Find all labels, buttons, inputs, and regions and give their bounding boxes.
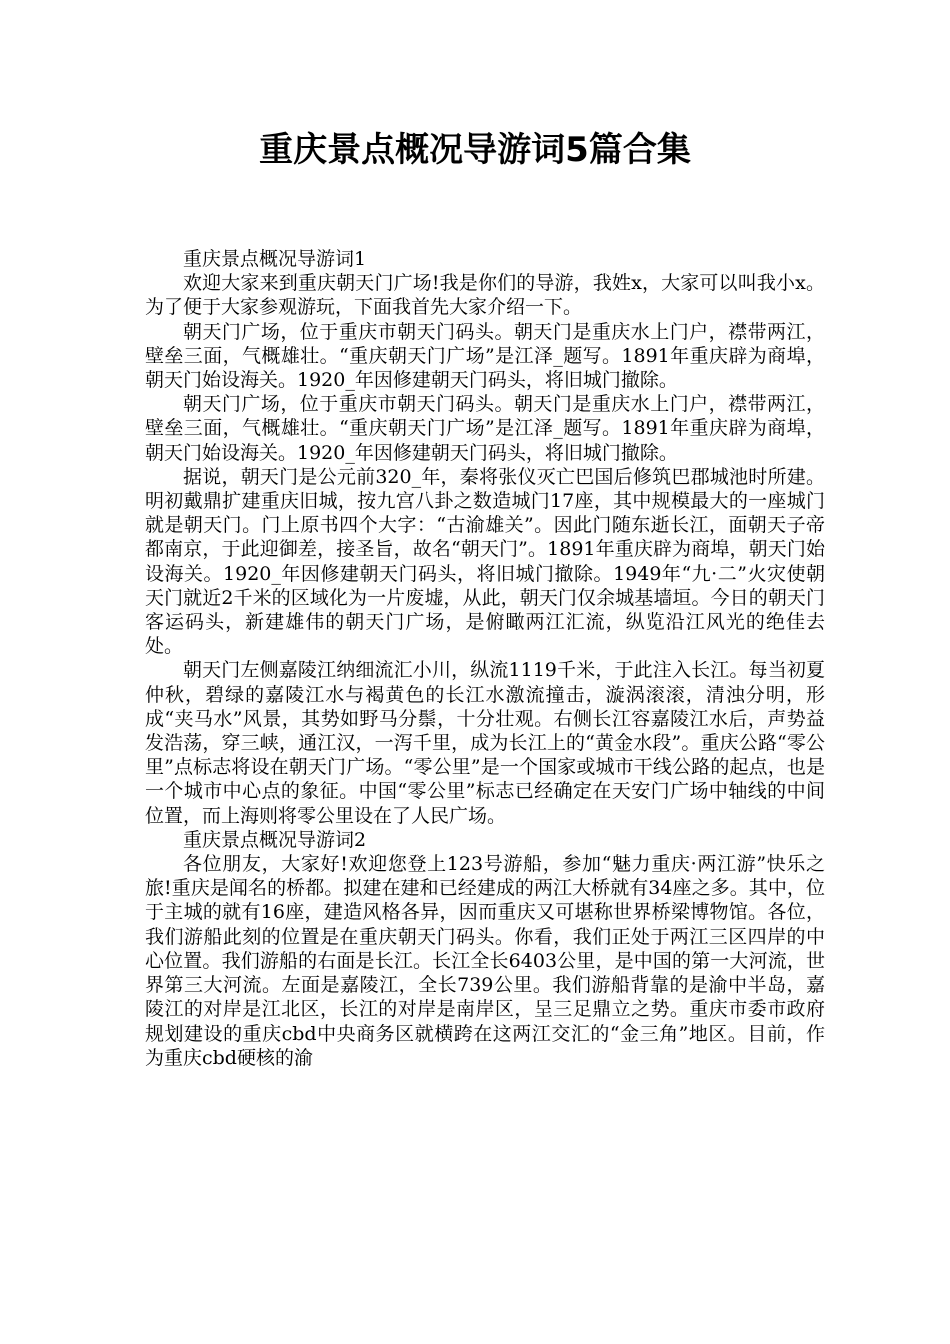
paragraph: 朝天门左侧嘉陵江纳细流汇小川，纵流1119千米，于此注入长江。每当初夏仲秋，碧绿的嘉陵江水与褐黄色的长江水激流撞击，漩涡滚滚，清浊分明，形成“夹马水”风景，其势如野马分鬃，十分壮观。右侧长江容嘉陵江水后，声势益发浩荡，穿三峡，通江汉，一泻千里，成为长江上的“黄金水段”。重庆公路“零公里”点标志将设在朝天门广场。“零公里”是一个国家或城市干线公路的起点，也是一个城市中心点的象征。中国“零公里”标志已经确定在天安门广场中轴线的中间位置，而上海则将零公里设在了人民广场。 xyxy=(145,659,825,827)
section-heading-1: 重庆景点概况导游词1 xyxy=(183,248,367,270)
paragraph: 朝天门广场，位于重庆市朝天门码头。朝天门是重庆水上门户，襟带两江，壁垒三面，气概雄壮。“重庆朝天门广场”是江泽_题写。1891年重庆辟为商埠，朝天门始设海关。1920_年因修建朝天门码头，将旧城门撤除。 xyxy=(145,320,825,392)
paragraph: 欢迎大家来到重庆朝天门广场!我是你们的导游，我姓x，大家可以叫我小x。为了便于大家参观游玩，下面我首先大家介绍一下。 xyxy=(145,272,825,319)
document-title: 重庆景点概况导游词5篇合集 xyxy=(259,130,691,170)
paragraph: 据说，朝天门是公元前320_年，秦将张仪灭亡巴国后修筑巴郡城池时所建。明初戴鼎扩建重庆旧城，按九宫八卦之数造城门17座，其中规模最大的一座城门就是朝天门。门上原书四个大字：“古渝雄关”。因此门随东逝长江，面朝天子帝都南京，于此迎御差，接圣旨，故名“朝天门”。1891年重庆辟为商埠，朝天门始设海关。1920_年因修建朝天门码头，将旧城门撤除。1949年“九·二”火灾使朝天门就近2千米的区域化为一片废墟，从此，朝天门仅余城基墙垣。今日的朝天门客运码头，新建雄伟的朝天门广场，是俯瞰两江汇流，纵览沿江风光的绝佳去处。 xyxy=(145,465,825,658)
paragraph: 朝天门广场，位于重庆市朝天门码头。朝天门是重庆水上门户，襟带两江，壁垒三面，气概雄壮。“重庆朝天门广场”是江泽_题写。1891年重庆辟为商埠，朝天门始设海关。1920_年因修建朝天门码头，将旧城门撤除。 xyxy=(145,393,825,464)
section-heading-2: 重庆景点概况导游词2 xyxy=(183,828,367,851)
document-body xyxy=(145,247,825,1070)
paragraph: 各位朋友，大家好!欢迎您登上123号游船，参加“魅力重庆·两江游”快乐之旅!重庆是闻名的桥都。拟建在建和已经建成的两江大桥就有34座之多。其中，位于主城的就有16座，建造风格各异，因而重庆又可堪称世界桥梁博物馆。各位，我们游船此刻的位置是在重庆朝天门码头。你看，我们正处于两江三区四岸的中心位置。我们游船的右面是长江。长江全长6403公里，是中国的第一大河流，世界第三大河流。左面是嘉陵江，全长739公里。我们游船背靠的是渝中半岛，嘉陵江的对岸是江北区，长江的对岸是南岸区，呈三足鼎立之势。重庆市委市政府规划建设的重庆cbd中央商务区就横跨在这两江交汇的“金三角”地区。目前，作为重庆cbd硬核的渝 xyxy=(145,853,825,1069)
